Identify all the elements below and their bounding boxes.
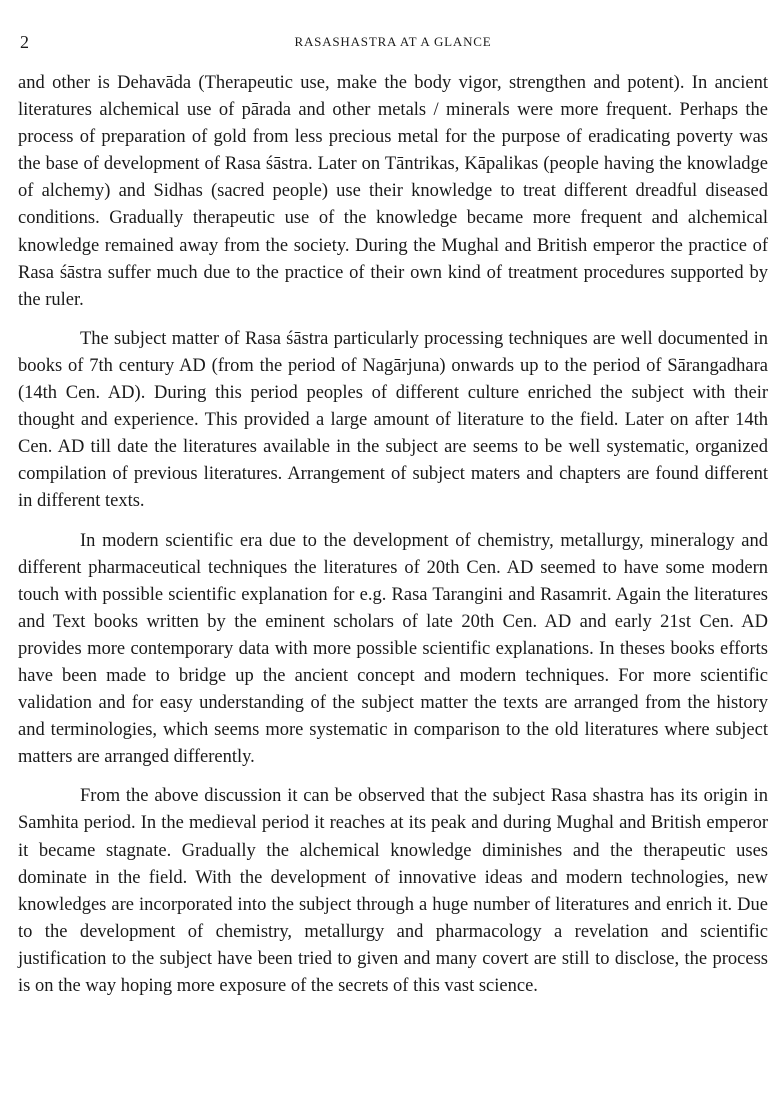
paragraph-conclusion: From the above discussion it can be observed that the subject Rasa shastra has its origin in Samhita period. In the medieval period it reaches at its peak and during Mughal and British emperor it became stagnate. Gradually the alchemical knowledge diminishes and the therapeutic uses dominate in the field. With the development of innovative ideas and modern technologies, new knowledges are incorporated into the subject through a huge number of literatures and enrich it. Due to the development of chemistry, metallurgy and pharmacology a revelation and scientific justification to the subject have been tried to given and many covert are still to disclose, the process is on the way hoping more exposure of the secrets of this vast science. — [18, 786, 768, 996]
paragraph-modern-era: In modern scientific era due to the development of chemistry, metallurgy, mineralogy and different pharmaceutical techniques the literatures of 20th Cen. AD seemed to have some modern touch with possible scientific explanation for e.g. Rasa Tarangini and Rasamrit. Again the literatures and Text books written by the eminent scholars of late 20th Cen. AD and early 21st Cen. AD provides more contemporary data with more possible scientific explanations. In theses books efforts have been made to bridge up the ancient concept and modern techniques. For more scientific validation and for easy understanding of the subject matter the texts are arranged from the history and terminologies, which seems more systematic in comparison to the old literatures where subject matters are arranged differently. — [18, 530, 768, 768]
paragraph-documentation-history: The subject matter of Rasa śāstra particularly processing techniques are well documented in books of 7th century AD (from the period of Nagārjuna) onwards up to the period of Sārangadhara (14th Cen. AD). During this period peoples of different culture enriched the subject with their thought and experience. This provided a large amount of literature to the field. Later on after 14th Cen. AD till date the literatures available in the subject are seems to be well systematic, organized compilation of previous literatures. Arrangement of subject maters and chapters are found different in different texts. — [18, 328, 768, 512]
running-head — [18, 30, 768, 58]
page-number: 2 — [20, 32, 29, 52]
body-text — [18, 70, 768, 1000]
paragraph-continuation: and other is Dehavāda (Therapeutic use, make the body vigor, strengthen and potent). In ancient literatures alchemical use of pārada and other metals / minerals were more frequent. Perhaps the process of preparation of gold from less precious metal for the purpose of eradicating poverty was the base of development of Rasa śāstra. Later on Tāntrikas, Kāpalikas (people having the knowladge of alchemy) and Sidhas (sacred people) use their knowledge to treat different dreadful diseased conditions. Gradually therapeutic use of the knowledge became more frequent and alchemical knowledge remained away from the society. During the Mughal and British emperor the practice of Rasa śāstra suffer much due to the practice of their own kind of treatment procedures supported by the ruler. — [18, 73, 768, 310]
running-title: RASASHASTRA AT A GLANCE — [294, 34, 492, 49]
book-page — [18, 30, 768, 1000]
